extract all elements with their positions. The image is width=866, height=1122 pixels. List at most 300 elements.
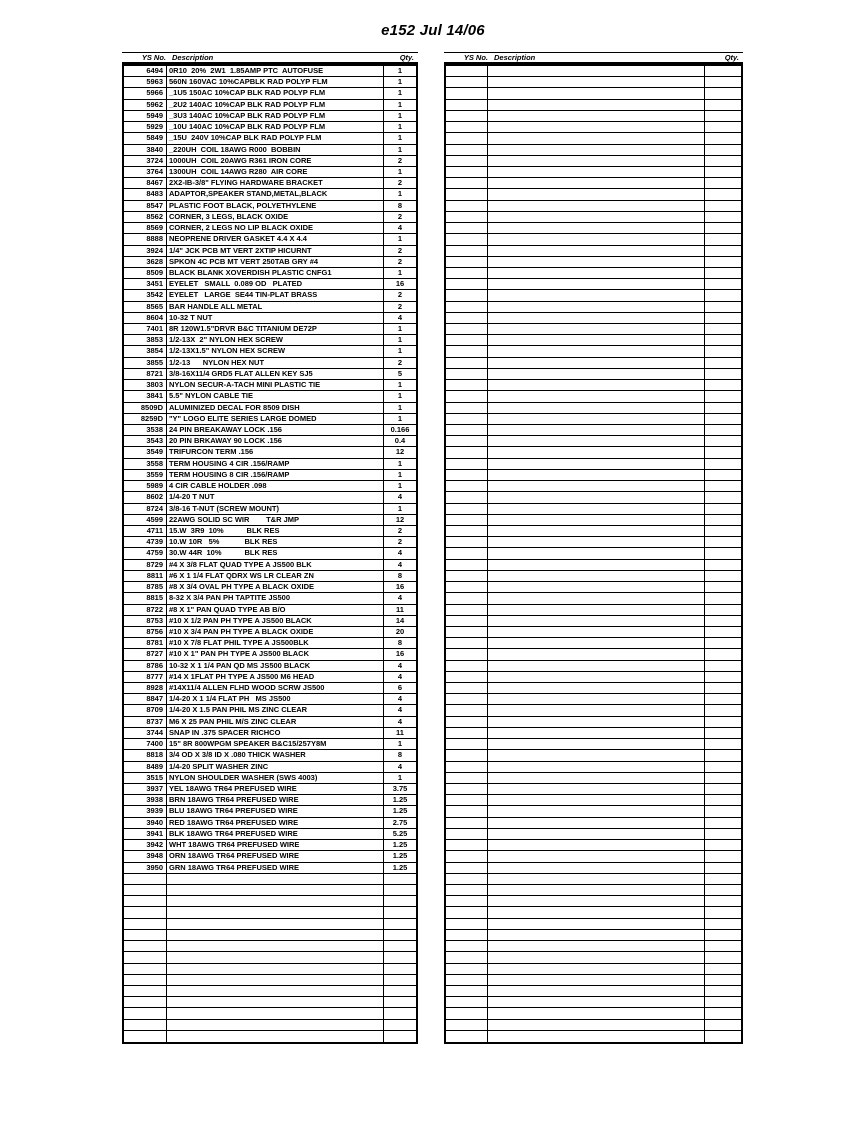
ys-no-cell: 5849 (124, 133, 167, 143)
table-row-empty (446, 492, 741, 503)
qty-cell (704, 403, 741, 413)
ys-no-cell (446, 201, 488, 211)
ys-no-cell: 3549 (124, 447, 167, 457)
table-row-empty (446, 1020, 741, 1031)
table-row-empty (124, 997, 416, 1008)
description-cell: BLU 18AWG TR64 PREFUSED WIRE (169, 806, 298, 816)
description-cell (488, 571, 704, 581)
description-cell (488, 470, 704, 480)
table-row (124, 447, 416, 458)
ys-no-cell: 8602 (124, 492, 167, 502)
description-cell (488, 896, 704, 906)
ys-no-cell (446, 470, 488, 480)
description-cell: 0R10 20% 2W1 1.85AMP PTC AUTOFUSE (169, 66, 324, 75)
qty-cell: 5 (383, 369, 416, 379)
qty-cell: 1 (383, 481, 416, 491)
table-row (124, 346, 416, 357)
description-cell: 4 CIR CABLE HOLDER .098 (169, 481, 267, 491)
description-cell: #10 X 3/4 PAN PH TYPE A BLACK OXIDE (169, 626, 314, 636)
ys-no-cell (446, 1031, 488, 1042)
table-row-empty (446, 661, 741, 672)
qty-cell (704, 560, 741, 570)
qty-cell (704, 661, 741, 671)
table-row-empty (446, 649, 741, 660)
description-cell: #10 X 1/2 PAN PH TYPE A JS500 BLACK (169, 615, 312, 625)
qty-cell (704, 201, 741, 211)
qty-cell: 12 (383, 447, 416, 457)
table-row (124, 762, 416, 773)
table-row-empty (124, 986, 416, 997)
qty-cell: 2 (383, 257, 416, 267)
table-header-right (444, 52, 743, 64)
table-row-empty (446, 806, 741, 817)
qty-cell (704, 279, 741, 289)
qty-cell: 8 (383, 638, 416, 648)
table-row-empty (446, 504, 741, 515)
table-row (124, 548, 416, 559)
table-row-empty (446, 795, 741, 806)
description-cell (488, 88, 704, 98)
ys-no-cell: 8509D (124, 403, 167, 413)
qty-cell: 14 (383, 616, 416, 626)
table-row-empty (446, 111, 741, 122)
description-cell: _2U2 140AC 10%CAP BLK RAD POLYP FLM (169, 99, 326, 109)
description-cell: _15U 240V 10%CAP BLK RAD POLYP FLM (169, 133, 322, 143)
table-row (124, 571, 416, 582)
table-row (124, 246, 416, 257)
qty-cell (704, 100, 741, 110)
qty-cell (704, 459, 741, 469)
description-cell: 15.W 3R9 10% BLK RES (169, 525, 280, 535)
qty-cell (383, 975, 416, 985)
table-row (124, 133, 416, 144)
qty-cell (704, 313, 741, 323)
table-row (124, 481, 416, 492)
ys-no-cell (124, 885, 167, 895)
qty-cell (704, 111, 741, 121)
table-row-empty (446, 694, 741, 705)
table-row (124, 470, 416, 481)
qty-cell (704, 605, 741, 615)
ys-no-cell (446, 324, 488, 334)
table-row (124, 863, 416, 874)
qty-cell (704, 1020, 741, 1030)
description-cell (488, 268, 704, 278)
ys-no-cell: 3628 (124, 257, 167, 267)
description-cell (488, 907, 704, 917)
table-row (124, 156, 416, 167)
description-cell (488, 403, 704, 413)
qty-cell (704, 930, 741, 940)
qty-cell (704, 391, 741, 401)
description-cell: 1/2-13X1.5" NYLON HEX SCREW (169, 346, 286, 356)
table-row (124, 100, 416, 111)
table-row (124, 77, 416, 88)
description-cell (488, 358, 704, 368)
parts-table-left (122, 52, 418, 1044)
ys-no-cell: 3724 (124, 156, 167, 166)
description-cell: TRIFURCON TERM .156 (169, 447, 254, 457)
table-row-empty (446, 975, 741, 986)
table-row (124, 560, 416, 571)
ys-no-cell (446, 705, 488, 715)
ys-no-cell: 3515 (124, 773, 167, 783)
ys-no-cell: 3854 (124, 346, 167, 356)
table-row (124, 358, 416, 369)
description-cell (488, 122, 704, 132)
ys-no-cell (124, 964, 167, 974)
ys-no-cell (446, 1008, 488, 1018)
ys-no-cell (446, 526, 488, 536)
table-row (124, 504, 416, 515)
table-row-empty (446, 380, 741, 391)
description-cell (488, 638, 704, 648)
table-row (124, 492, 416, 503)
table-row-empty (446, 100, 741, 111)
ys-no-cell: 3940 (124, 818, 167, 828)
description-cell (488, 717, 704, 727)
ys-no-cell: 7400 (124, 739, 167, 749)
qty-cell (704, 717, 741, 727)
qty-cell (704, 683, 741, 693)
table-row-empty (446, 1008, 741, 1019)
description-cell (488, 290, 704, 300)
ys-no-cell: 3744 (124, 728, 167, 738)
table-row (124, 649, 416, 660)
ys-no-cell: 3803 (124, 380, 167, 390)
table-row-empty (446, 257, 741, 268)
description-cell (488, 223, 704, 233)
table-row-empty (124, 941, 416, 952)
ys-no-cell (446, 829, 488, 839)
description-cell (488, 986, 704, 996)
table-row (124, 806, 416, 817)
table-row (124, 605, 416, 616)
description-cell: BLACK BLANK XOVERDISH PLASTIC CNFG1 (169, 267, 332, 277)
description-cell (488, 189, 704, 199)
table-row (124, 380, 416, 391)
description-cell (488, 279, 704, 289)
qty-cell: 1 (383, 268, 416, 278)
description-cell (167, 930, 383, 940)
description-cell (167, 975, 383, 985)
table-row (124, 88, 416, 99)
qty-cell: 11 (383, 728, 416, 738)
description-cell (488, 526, 704, 536)
ys-no-cell: 8888 (124, 234, 167, 244)
ys-no-cell: 3948 (124, 851, 167, 861)
table-row (124, 122, 416, 133)
description-cell (488, 178, 704, 188)
ys-no-cell (446, 223, 488, 233)
description-cell: #10 X 7/8 FLAT PHIL TYPE A JS500BLK (169, 638, 309, 648)
table-row-empty (446, 335, 741, 346)
qty-cell (704, 335, 741, 345)
description-cell (167, 919, 383, 929)
ys-no-cell (446, 919, 488, 929)
qty-cell (704, 739, 741, 749)
qty-cell (383, 1031, 416, 1042)
qty-cell (704, 896, 741, 906)
table-row-empty (446, 638, 741, 649)
qty-cell: 1 (383, 335, 416, 345)
table-row-empty (124, 896, 416, 907)
table-row (124, 145, 416, 156)
ys-no-cell (446, 391, 488, 401)
qty-cell (704, 784, 741, 794)
table-row-empty (446, 874, 741, 885)
ys-no-cell (446, 234, 488, 244)
qty-cell: 4 (383, 762, 416, 772)
table-row (124, 526, 416, 537)
description-cell: 1/4-20 T NUT (169, 492, 215, 502)
ys-no-cell: 3924 (124, 246, 167, 256)
description-cell: BLK 18AWG TR64 PREFUSED WIRE (169, 828, 298, 838)
table-row-empty (446, 425, 741, 436)
table-row (124, 257, 416, 268)
table-row (124, 818, 416, 829)
ys-no-cell (124, 1008, 167, 1018)
ys-no-cell (446, 672, 488, 682)
qty-cell (383, 919, 416, 929)
qty-cell: 1 (383, 504, 416, 514)
qty-cell (383, 1020, 416, 1030)
description-cell: CORNER, 3 LEGS, BLACK OXIDE (169, 211, 289, 221)
ys-no-cell: 8509 (124, 268, 167, 278)
table-row-empty (124, 1020, 416, 1031)
description-cell (488, 975, 704, 985)
qty-cell (704, 750, 741, 760)
description-cell (488, 313, 704, 323)
ys-no-cell: 3941 (124, 829, 167, 839)
qty-cell (704, 212, 741, 222)
ys-no-cell: 8811 (124, 571, 167, 581)
qty-cell: 2 (383, 212, 416, 222)
description-cell (488, 750, 704, 760)
qty-cell (704, 818, 741, 828)
description-cell (167, 1008, 383, 1018)
table-row-empty (446, 717, 741, 728)
qty-cell (383, 952, 416, 962)
description-cell (488, 425, 704, 435)
description-cell (488, 661, 704, 671)
ys-no-cell (446, 773, 488, 783)
ys-no-cell (446, 649, 488, 659)
ys-no-cell (446, 548, 488, 558)
ys-no-cell: 8709 (124, 705, 167, 715)
description-cell (488, 683, 704, 693)
description-cell: 1/2-13X 2" NYLON HEX SCREW (169, 335, 284, 345)
description-cell (488, 739, 704, 749)
qty-cell (704, 380, 741, 390)
description-cell: 22AWG SOLID SC WIR T&R JMP (169, 514, 300, 524)
description-cell (488, 930, 704, 940)
table-row-empty (446, 414, 741, 425)
qty-cell: 8 (383, 750, 416, 760)
qty-cell: 1 (383, 346, 416, 356)
description-cell (488, 145, 704, 155)
description-cell (488, 649, 704, 659)
ys-no-cell (446, 907, 488, 917)
qty-cell (704, 414, 741, 424)
ys-no-cell (446, 605, 488, 615)
description-cell: 10-32 T NUT (169, 312, 213, 322)
ys-no-cell (124, 930, 167, 940)
qty-cell: 1 (383, 111, 416, 121)
ys-no-cell: 5989 (124, 481, 167, 491)
qty-cell (704, 941, 741, 951)
description-cell: #14X11/4 ALLEN FLHD WOOD SCRW JS500 (169, 683, 325, 693)
table-row-empty (446, 436, 741, 447)
qty-cell (704, 863, 741, 873)
description-cell: 10.W 10R 5% BLK RES (169, 537, 278, 547)
qty-cell (704, 189, 741, 199)
ys-no-cell (446, 290, 488, 300)
qty-cell: 1 (383, 189, 416, 199)
description-cell (488, 380, 704, 390)
description-cell (488, 167, 704, 177)
ys-no-cell (446, 302, 488, 312)
qty-cell (704, 178, 741, 188)
table-row-empty (446, 246, 741, 257)
qty-cell (704, 268, 741, 278)
table-row-empty (446, 851, 741, 862)
ys-no-cell (446, 122, 488, 132)
ys-no-cell (446, 246, 488, 256)
ys-no-cell: 3542 (124, 290, 167, 300)
ys-no-cell (124, 986, 167, 996)
ys-no-cell (446, 661, 488, 671)
qty-cell (704, 997, 741, 1007)
ys-no-cell (446, 750, 488, 760)
table-body-left (122, 64, 418, 1044)
qty-cell: 2 (383, 156, 416, 166)
table-row (124, 784, 416, 795)
table-row-empty (446, 964, 741, 975)
ys-no-cell (446, 145, 488, 155)
qty-cell (704, 290, 741, 300)
description-cell: WHT 18AWG TR64 PREFUSED WIRE (169, 840, 300, 850)
ys-no-cell (124, 896, 167, 906)
ys-no-cell (446, 930, 488, 940)
ys-no-cell: 5949 (124, 111, 167, 121)
description-cell (488, 605, 704, 615)
table-row-empty (124, 952, 416, 963)
qty-cell (704, 907, 741, 917)
description-cell (488, 874, 704, 884)
description-cell (488, 212, 704, 222)
table-row (124, 795, 416, 806)
qty-cell: 20 (383, 627, 416, 637)
description-cell (488, 784, 704, 794)
qty-cell (704, 593, 741, 603)
qty-cell: 4 (383, 560, 416, 570)
table-row (124, 851, 416, 862)
qty-cell: 4 (383, 705, 416, 715)
ys-no-cell (124, 1031, 167, 1042)
description-cell: 30.W 44R 10% BLK RES (169, 548, 278, 558)
ys-no-cell: 8815 (124, 593, 167, 603)
qty-cell: 1 (383, 459, 416, 469)
table-row-empty (446, 279, 741, 290)
qty-cell (704, 504, 741, 514)
table-row-empty (446, 212, 741, 223)
ys-no-cell (124, 941, 167, 951)
description-cell: 3/4 OD X 3/8 ID X .080 THICK WASHER (169, 750, 306, 760)
ys-no-cell: 4599 (124, 515, 167, 525)
table-row (124, 212, 416, 223)
description-cell: BRN 18AWG TR64 PREFUSED WIRE (169, 795, 299, 805)
table-row (124, 638, 416, 649)
ys-no-cell (124, 919, 167, 929)
ys-no-cell (446, 436, 488, 446)
qty-cell (704, 851, 741, 861)
ys-no-cell: 3853 (124, 335, 167, 345)
table-row-empty (446, 290, 741, 301)
qty-cell (704, 425, 741, 435)
ys-no-cell: 3538 (124, 425, 167, 435)
ys-no-cell: 3840 (124, 145, 167, 155)
table-row (124, 178, 416, 189)
table-row (124, 739, 416, 750)
qty-cell: 0.166 (383, 425, 416, 435)
ys-no-cell: 8727 (124, 649, 167, 659)
description-cell: 1/4" JCK PCB MT VERT 2XTIP HICURNT (169, 245, 312, 255)
ys-no-cell: 8259D (124, 414, 167, 424)
qty-cell (704, 369, 741, 379)
qty-cell: 16 (383, 582, 416, 592)
description-cell (488, 672, 704, 682)
description-cell (488, 560, 704, 570)
qty-cell (704, 436, 741, 446)
table-row-empty (446, 88, 741, 99)
ys-no-cell (446, 133, 488, 143)
description-cell (488, 1020, 704, 1030)
description-cell (488, 66, 704, 76)
qty-cell: 2.75 (383, 818, 416, 828)
qty-cell (704, 145, 741, 155)
column-header-qty: Qty. (724, 53, 739, 62)
qty-cell (704, 649, 741, 659)
description-cell: EYELET SMALL 0.089 OD PLATED (169, 279, 303, 289)
table-row (124, 223, 416, 234)
table-row-empty (446, 66, 741, 77)
description-cell: 10-32 X 1 1/4 PAN QD MS JS500 BLACK (169, 660, 311, 670)
description-cell (488, 964, 704, 974)
table-row-empty (446, 571, 741, 582)
qty-cell (704, 324, 741, 334)
ys-no-cell (446, 492, 488, 502)
table-row (124, 661, 416, 672)
qty-cell: 1 (383, 167, 416, 177)
ys-no-cell: 8756 (124, 627, 167, 637)
ys-no-cell (446, 975, 488, 985)
description-cell (488, 391, 704, 401)
ys-no-cell: 8777 (124, 672, 167, 682)
table-row (124, 111, 416, 122)
description-cell (488, 481, 704, 491)
description-cell: 560N 160VAC 10%CAPBLK RAD POLYP FLM (169, 77, 328, 87)
ys-no-cell: 3938 (124, 795, 167, 805)
description-cell: TERM HOUSING 8 CIR .156/RAMP (169, 469, 290, 479)
description-cell (488, 414, 704, 424)
description-cell: YEL 18AWG TR64 PREFUSED WIRE (169, 784, 297, 793)
ys-no-cell: 4711 (124, 526, 167, 536)
qty-cell (383, 930, 416, 940)
column-header-ys-no: YS No. (141, 53, 166, 62)
ys-no-cell (446, 806, 488, 816)
description-cell: 3/8-16X11/4 GRD5 FLAT ALLEN KEY SJ5 (169, 368, 313, 378)
